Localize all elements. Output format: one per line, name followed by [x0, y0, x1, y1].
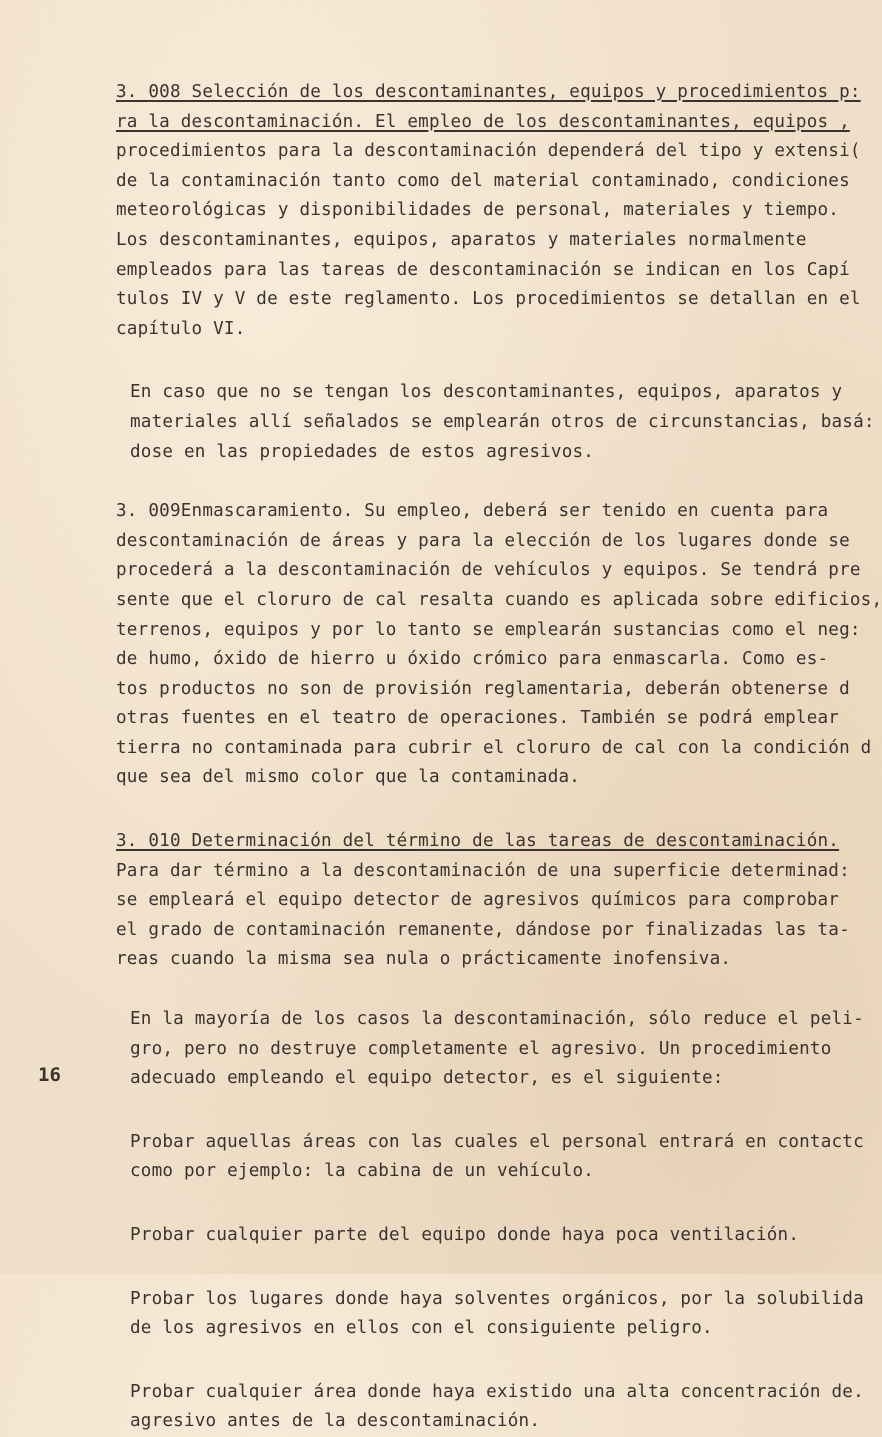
- text-line: agresivo antes de la descontaminación.: [130, 1411, 541, 1432]
- text-line-underlined: ra la descontaminación. El empleo de los descontaminantes, equipos ,: [116, 111, 850, 132]
- text-line: adecuado empleando el equipo detector, es el siguiente:: [130, 1068, 724, 1089]
- text-line: En la mayoría de los casos la descontaminación, sólo reduce el peli-: [130, 1009, 864, 1030]
- text-line: Los descontaminantes, equipos, aparatos y materiales normalmente: [116, 229, 807, 250]
- text-line: que sea del mismo color que la contaminada.: [116, 767, 581, 788]
- paragraph-probe-solvents: [116, 1285, 864, 1344]
- text-line: materiales allí señalados se emplearán otros de circunstancias, basá:: [130, 411, 875, 432]
- text-line: terrenos, equipos y por lo tanto se emplearán sustancias como el neg:: [116, 619, 861, 640]
- paragraph-procedure-intro: [116, 1005, 864, 1094]
- text-line: descontaminación de áreas y para la elección de los lugares donde se: [116, 530, 850, 551]
- text-line: de los agresivos en ellos con el consiguiente peligro.: [130, 1318, 713, 1339]
- text-line: empleados para las tareas de descontaminación se indican en los Capí: [116, 259, 850, 280]
- paragraph-gap: [116, 1187, 800, 1221]
- text-line: procedimientos para la descontaminación dependerá del tipo y extensi(: [116, 141, 861, 162]
- text-line: meteorológicas y disponibilidades de personal, materiales y tiempo.: [116, 200, 840, 221]
- paragraph-3-008: [116, 78, 861, 344]
- text-line: como por ejemplo: la cabina de un vehículo.: [130, 1161, 595, 1182]
- paragraph-probe-high-concentration: [116, 1378, 864, 1437]
- text-line: sente que el cloruro de cal resalta cuando es aplicada sobre edificios,: [116, 589, 882, 610]
- paragraph-probe-contact-areas: [116, 1128, 864, 1187]
- text-line: Probar aquellas áreas con las cuales el personal entrará en contactc: [130, 1131, 864, 1152]
- text-line: tos productos no son de provisión reglamentaria, deberán obtenerse d: [116, 678, 850, 699]
- paragraph-3-009: [116, 497, 882, 793]
- text-line: de la contaminación tanto como del material contaminado, condiciones: [116, 170, 850, 191]
- text-line: [116, 108, 850, 138]
- text-line: tulos IV y V de este reglamento. Los procedimientos se detallan en el: [116, 289, 861, 310]
- paragraph-substitutes: [116, 378, 875, 467]
- paragraph-gap: [116, 1251, 800, 1285]
- text-line: capítulo VI.: [116, 318, 246, 339]
- text-line: reas cuando la misma sea nula o prácticamente inofensiva.: [116, 949, 732, 970]
- paragraph-gap: [116, 975, 800, 1005]
- text-line: procederá a la descontaminación de vehículos y equipos. Se tendrá pre: [116, 560, 861, 581]
- text-line: se empleará el equipo detector de agresivos químicos para comprobar: [116, 890, 840, 911]
- text-line: Probar los lugares donde haya solventes orgánicos, por la solubilida: [130, 1288, 864, 1309]
- text-line: Probar cualquier parte del equipo donde haya poca ventilación.: [130, 1225, 800, 1245]
- text-line: En caso que no se tengan los descontaminantes, equipos, aparatos y: [130, 382, 843, 403]
- paragraph-probe-ventilation: [116, 1221, 800, 1251]
- text-line: de humo, óxido de hierro u óxido crómico para enmascarla. Como es-: [116, 649, 829, 670]
- text-line: el grado de contaminación remanente, dándose por finalizadas las ta-: [116, 919, 850, 940]
- paragraph-gap: [116, 793, 800, 827]
- text-line: 3. 009Enmascaramiento. Su empleo, deberá ser tenido en cuenta para: [116, 501, 829, 522]
- document-page: [116, 78, 882, 1432]
- text-line: Probar cualquier área donde haya existido una alta concentración de.: [130, 1381, 864, 1402]
- text-line: Para dar término a la descontaminación de una superficie determinad:: [116, 860, 850, 881]
- text-line: tierra no contaminada para cubrir el cloruro de cal con la condición d: [116, 737, 872, 758]
- paragraph-gap: [116, 467, 800, 497]
- text-line: gro, pero no destruye completamente el agresivo. Un procedimiento: [130, 1038, 832, 1059]
- paragraph-gap: [116, 1344, 800, 1378]
- paragraph-gap: [116, 1094, 800, 1128]
- paragraph-3-010: [116, 827, 850, 975]
- text-line: dose en las propiedades de estos agresivos.: [130, 441, 595, 462]
- text-line: 3. 008 Selección de los descontaminantes, equipos y procedimientos p:: [116, 82, 861, 102]
- text-line: otras fuentes en el teatro de operaciones. También se podrá emplear: [116, 708, 840, 729]
- page-number: 16: [38, 1064, 61, 1086]
- paragraph-gap: [116, 344, 800, 378]
- text-line-underlined: 3. 010 Determinación del término de las tareas de descontaminación.: [116, 831, 840, 852]
